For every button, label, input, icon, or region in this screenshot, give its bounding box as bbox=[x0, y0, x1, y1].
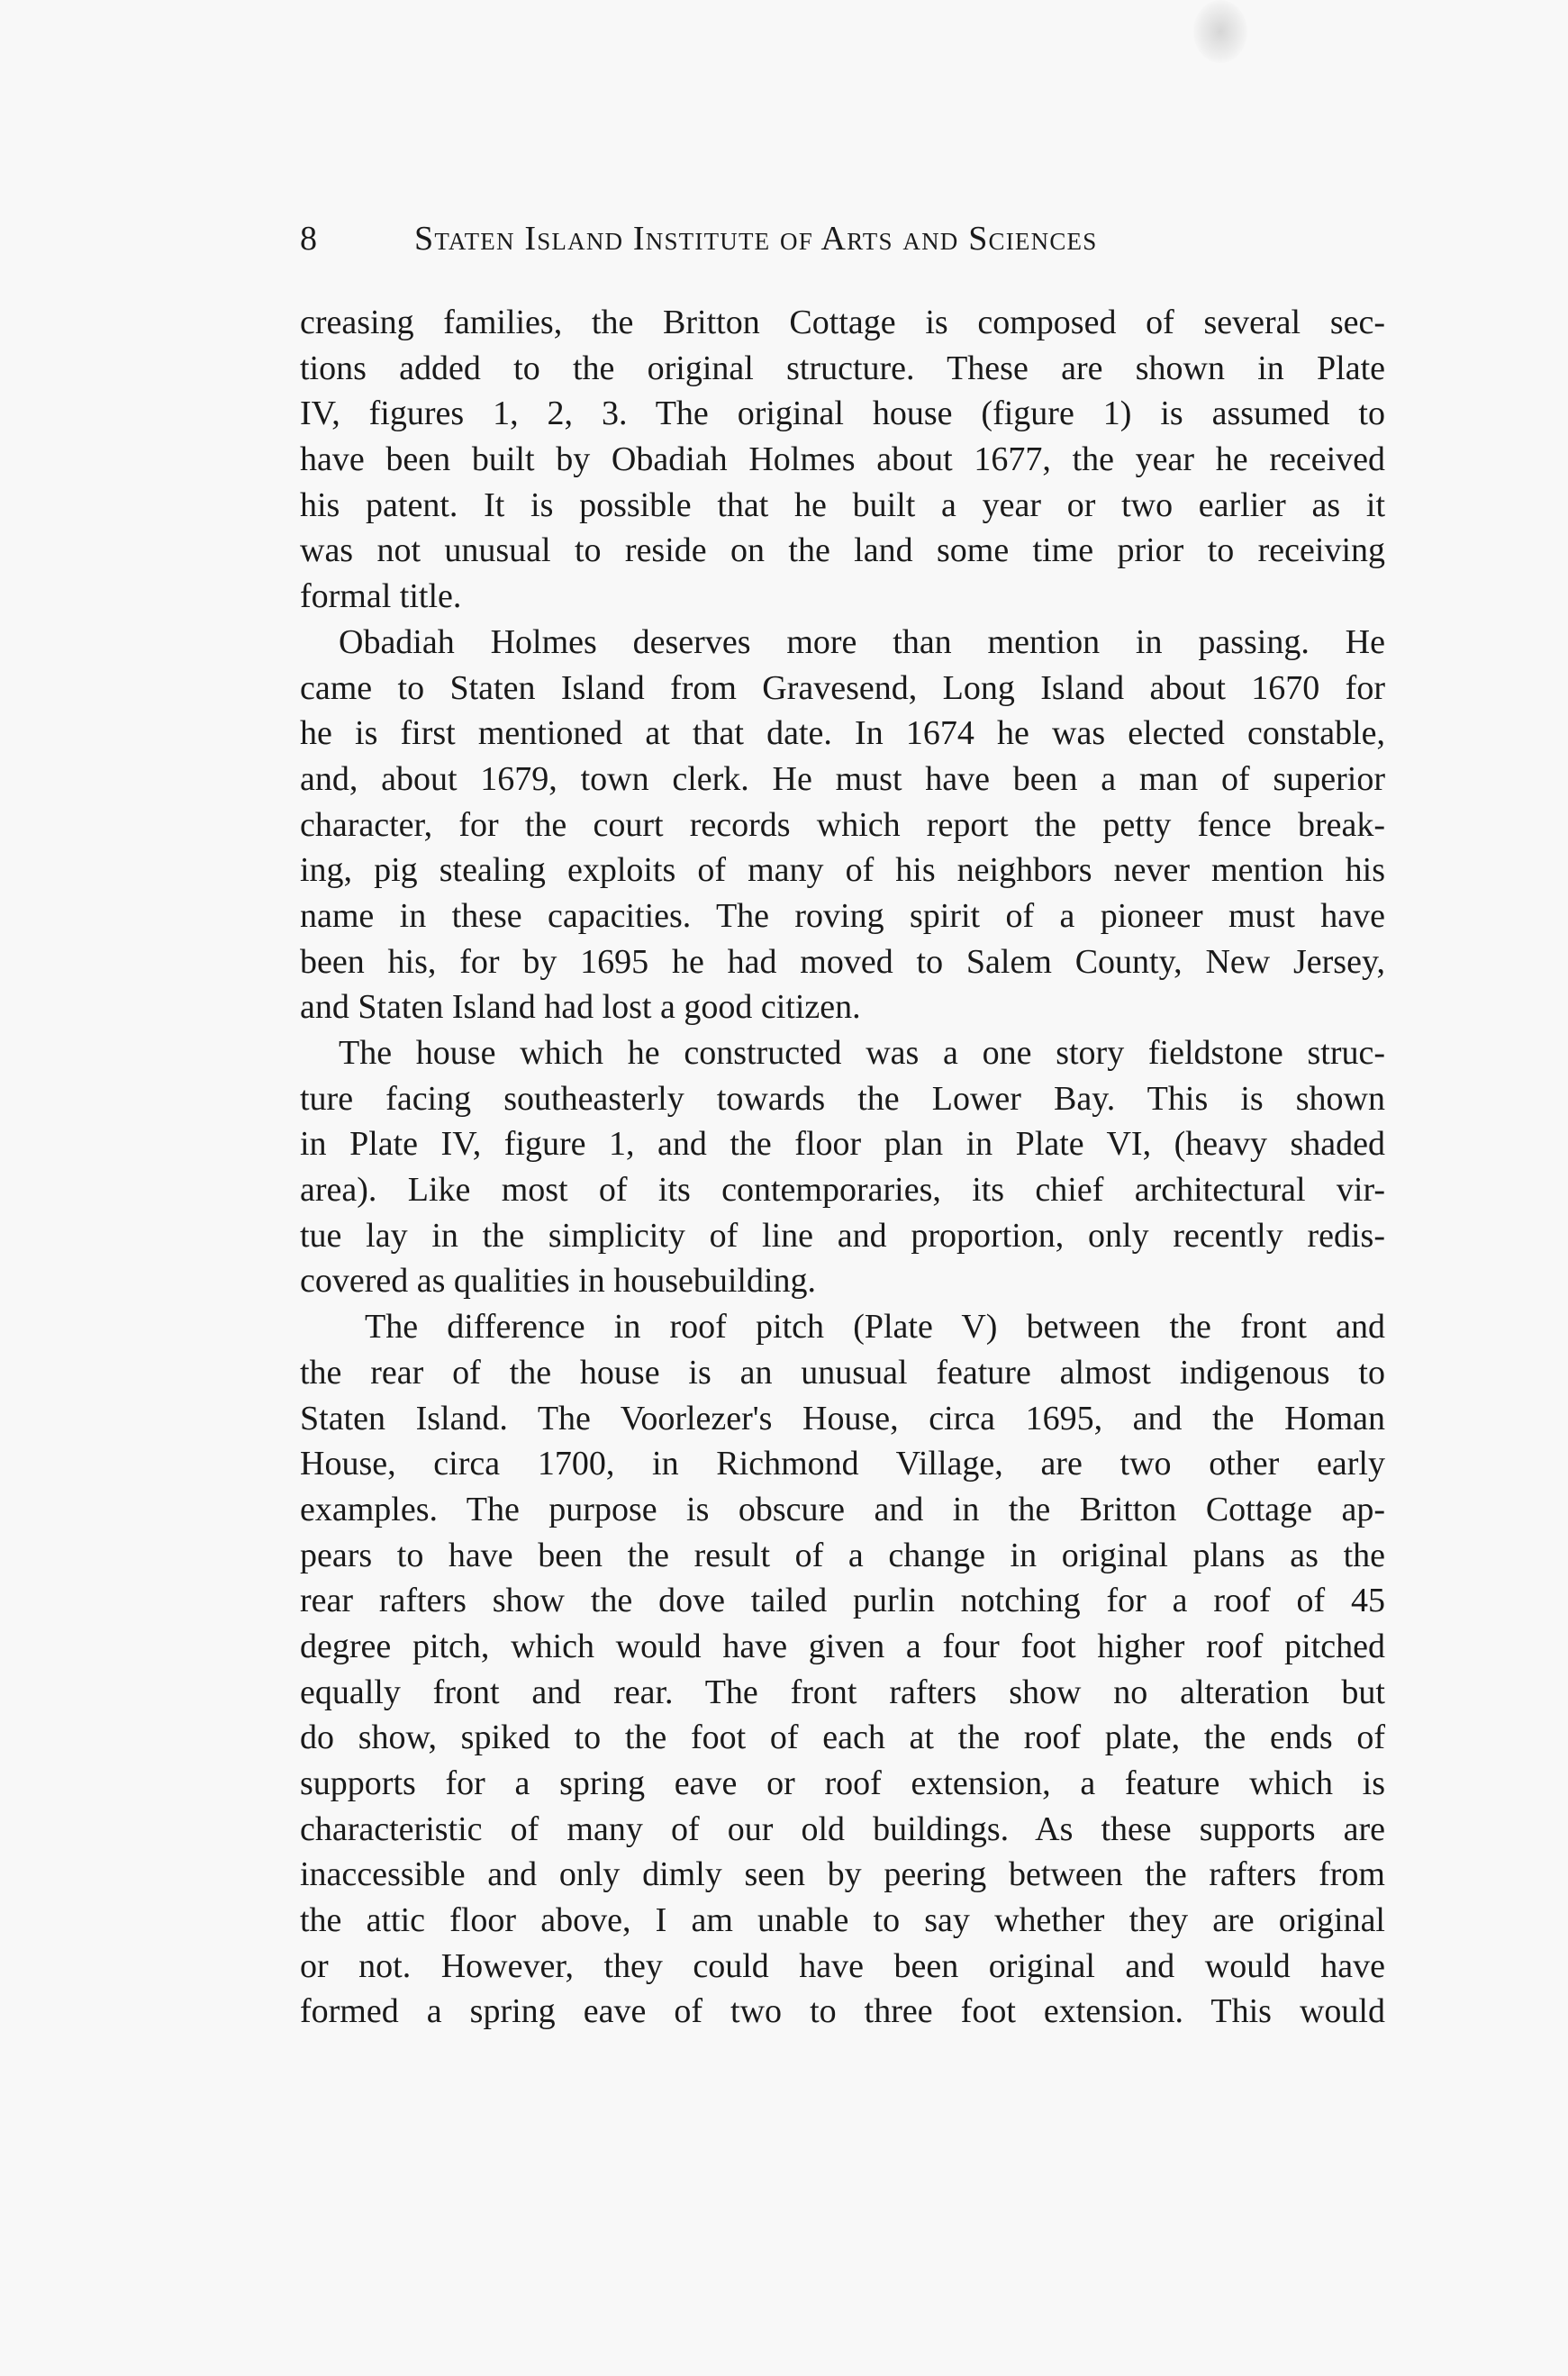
page-number: 8 bbox=[300, 220, 317, 258]
text-line: creasing families, the Britton Cottage is composed of several sec- bbox=[300, 304, 1385, 341]
paragraph-2 bbox=[300, 620, 1385, 1030]
text-line: the rear of the house is an unusual feature almost indigenous to bbox=[300, 1353, 1385, 1392]
text-line: inaccessible and only dimly seen by peering between the rafters from bbox=[300, 1855, 1385, 1894]
text-line: do show, spiked to the foot of each at the roof plate, the ends of bbox=[300, 1719, 1385, 1757]
text-line: pears to have been the result of a change in original plans as the bbox=[300, 1536, 1385, 1574]
text-line: ture facing southeasterly towards the Lower Bay. This is shown bbox=[300, 1079, 1385, 1118]
text-line: and, about 1679, town clerk. He must have been a man of superior bbox=[300, 759, 1385, 798]
text-line: area). Like most of its contemporaries, its chief architectural vir- bbox=[300, 1171, 1385, 1210]
text-line: in Plate IV, figure 1, and the floor plan in Plate VI, (heavy shaded bbox=[300, 1125, 1385, 1164]
scan-smudge bbox=[1193, 0, 1247, 63]
text-line: his patent. It is possible that he built a year or two earlier as it bbox=[300, 485, 1385, 524]
paragraph-1 bbox=[300, 300, 1385, 620]
text-line: or not. However, they could have been original and would have bbox=[300, 1946, 1385, 1985]
paragraph-3 bbox=[300, 1030, 1385, 1304]
text-line: tue lay in the simplicity of line and proportion, only recently redis- bbox=[300, 1216, 1385, 1255]
text-line: the attic floor above, I am unable to say whether they are original bbox=[300, 1901, 1385, 1940]
text-line: IV, figures 1, 2, 3. The original house (figure 1) is assumed to bbox=[300, 394, 1385, 433]
running-title: Staten Island Institute of Arts and Sciences bbox=[414, 220, 1098, 258]
text-line: have been built by Obadiah Holmes about 1677, the year he received bbox=[300, 440, 1385, 479]
paragraph-4 bbox=[300, 1304, 1385, 2035]
text-line: came to Staten Island from Gravesend, Long Island about 1670 for bbox=[300, 668, 1385, 707]
running-header bbox=[300, 219, 1390, 258]
text-line: formal title. bbox=[300, 577, 462, 616]
text-line: rear rafters show the dove tailed purlin notching for a roof of 45 bbox=[300, 1582, 1385, 1620]
text-line: equally front and rear. The front rafters show no alteration but bbox=[300, 1673, 1385, 1711]
text-line: tions added to the original structure. These are shown in Plate bbox=[300, 349, 1385, 387]
text-line: was not unusual to reside on the land some time prior to receiving bbox=[300, 531, 1385, 570]
text-line: examples. The purpose is obscure and in the Britton Cottage ap- bbox=[300, 1490, 1385, 1528]
text-line: House, circa 1700, in Richmond Village, are two other early bbox=[300, 1445, 1385, 1483]
text-line: and Staten Island had lost a good citizen. bbox=[300, 988, 861, 1027]
text-line: ing, pig stealing exploits of many of his neighbors never mention his bbox=[300, 851, 1385, 890]
text-line: Obadiah Holmes deserves more than mention in passing. He bbox=[339, 622, 1385, 661]
text-line: The house which he constructed was a one story fieldstone struc- bbox=[339, 1034, 1385, 1072]
text-line: been his, for by 1695 he had moved to Salem County, New Jersey, bbox=[300, 942, 1385, 981]
text-line: character, for the court records which report the petty fence break- bbox=[300, 805, 1385, 844]
text-line: supports for a spring eave or roof extension, a feature which is bbox=[300, 1764, 1385, 1802]
text-line: Staten Island. The Voorlezer's House, circa 1695, and the Homan bbox=[300, 1399, 1385, 1437]
text-line: characteristic of many of our old buildings. As these supports are bbox=[300, 1809, 1385, 1848]
body-text bbox=[300, 300, 1385, 2035]
text-line: The difference in roof pitch (Plate V) between the front and bbox=[365, 1308, 1385, 1347]
text-line: covered as qualities in housebuilding. bbox=[300, 1262, 817, 1301]
text-line: formed a spring eave of two to three foot extension. This would bbox=[300, 1992, 1385, 2031]
text-line: degree pitch, which would have given a four foot higher roof pitched bbox=[300, 1627, 1385, 1665]
text-line: name in these capacities. The roving spirit of a pioneer must have bbox=[300, 896, 1385, 935]
text-line: he is first mentioned at that date. In 1674 he was elected constable, bbox=[300, 714, 1385, 753]
